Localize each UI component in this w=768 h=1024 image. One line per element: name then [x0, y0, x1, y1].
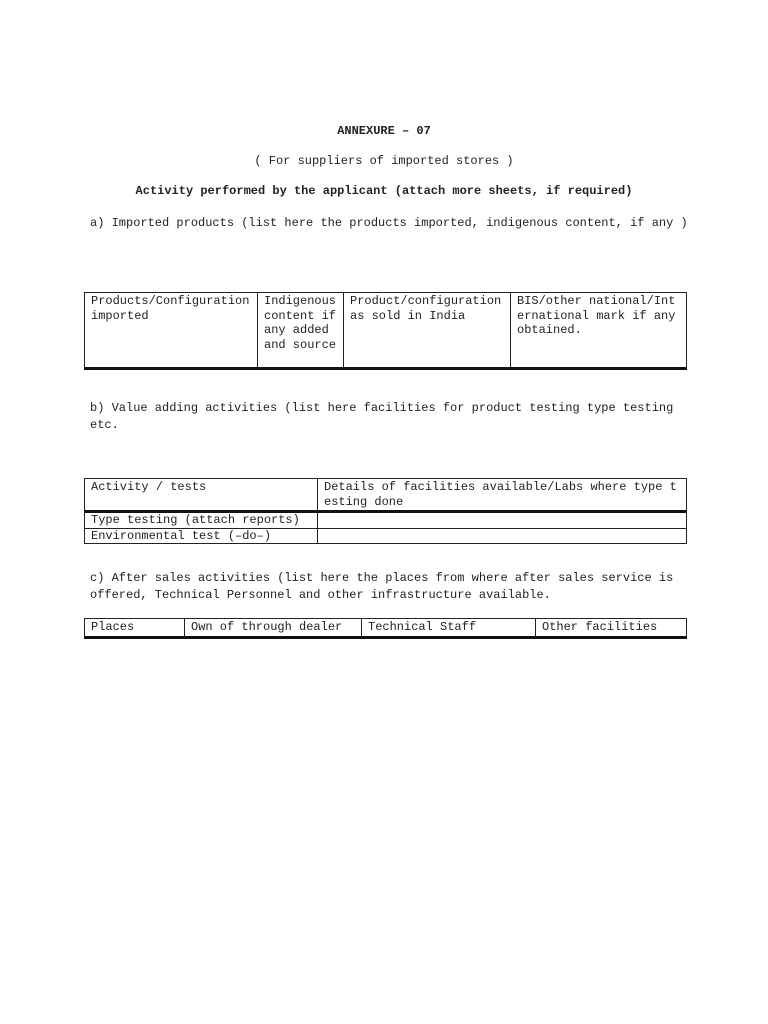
- column-header-bis-mark: BIS/other national/International mark if any obtained.: [511, 293, 687, 369]
- section-a-description: a) Imported products (list here the products imported, indigenous content, if any ): [90, 216, 688, 230]
- column-header-indigenous-content: Indigenous content if any added and source: [258, 293, 344, 369]
- value-adding-activities-table: [84, 478, 687, 544]
- column-header-technical-staff: Technical Staff: [362, 619, 536, 638]
- table-cell: [318, 528, 687, 544]
- annexure-subtitle: ( For suppliers of imported stores ): [254, 154, 514, 168]
- imported-products-table: [84, 292, 687, 370]
- table-header-row: [85, 479, 687, 512]
- column-header-own-or-dealer: Own of through dealer: [185, 619, 362, 638]
- table-cell: Environmental test (–do–): [85, 528, 318, 544]
- table-row: [85, 619, 687, 638]
- activity-heading: Activity performed by the applicant (attach more sheets, if required): [135, 184, 633, 198]
- table-cell: [318, 512, 687, 529]
- column-header-products: Products/Configuration imported: [85, 293, 258, 369]
- annexure-title: ANNEXURE – 07: [337, 124, 431, 138]
- column-header-other-facilities: Other facilities: [536, 619, 687, 638]
- column-header-activity-tests: Activity / tests: [85, 479, 318, 512]
- table-cell: Type testing (attach reports): [85, 512, 318, 529]
- column-header-product-as-sold: Product/configuration as sold in India: [344, 293, 511, 369]
- column-header-facility-details: Details of facilities available/Labs where type testing done: [318, 479, 687, 512]
- after-sales-table: [84, 618, 687, 639]
- column-header-places: Places: [85, 619, 185, 638]
- table-row: [85, 293, 687, 369]
- section-c-description: c) After sales activities (list here the places from where after sales service is offered, Technical Personnel and other infrastructure available.: [90, 571, 674, 602]
- table-row: [85, 512, 687, 529]
- section-b-description: b) Value adding activities (list here facilities for product testing type testing etc.: [90, 401, 674, 432]
- table-row: [85, 528, 687, 544]
